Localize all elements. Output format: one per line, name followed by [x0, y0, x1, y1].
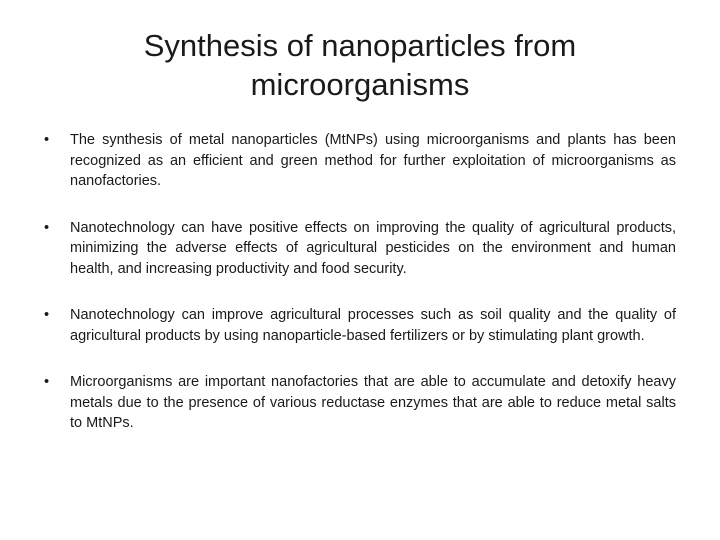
- bullet-point-icon: •: [44, 374, 50, 390]
- bullet-point-icon: •: [44, 219, 50, 236]
- bullet-text: The synthesis of metal nanoparticles (MtNPs) using microorganisms and plants has been recognized as an efficient and green method for further exploitation of microorganisms as nanofactories.: [70, 132, 676, 189]
- bullet-item: [44, 372, 676, 434]
- bullet-text: Nanotechnology can have positive effects on improving the quality of agricultural products, minimizing the adverse effects of agricultural pesticides on the environment and human health, and increasing productivity and food security.: [70, 219, 676, 277]
- bullet-item: [44, 305, 676, 346]
- bullet-item: [44, 218, 676, 280]
- bullet-text: Nanotechnology can improve agricultural processes such as soil quality and the quality of agricultural products by using nanoparticle-based fertilizers or by stimulating plant growth.: [70, 307, 676, 344]
- slide-title: Synthesis of nanoparticles from microorganisms: [143, 28, 577, 102]
- bullet-list: [44, 130, 676, 460]
- bullet-point-icon: •: [44, 307, 50, 323]
- bullet-item: [44, 130, 676, 192]
- bullet-point-icon: •: [44, 132, 50, 148]
- bullet-text: Microorganisms are important nanofactories that are able to accumulate and detoxify heavy metals due to the presence of various reductase enzymes that are able to reduce metal salts to MtNPs.: [70, 374, 676, 431]
